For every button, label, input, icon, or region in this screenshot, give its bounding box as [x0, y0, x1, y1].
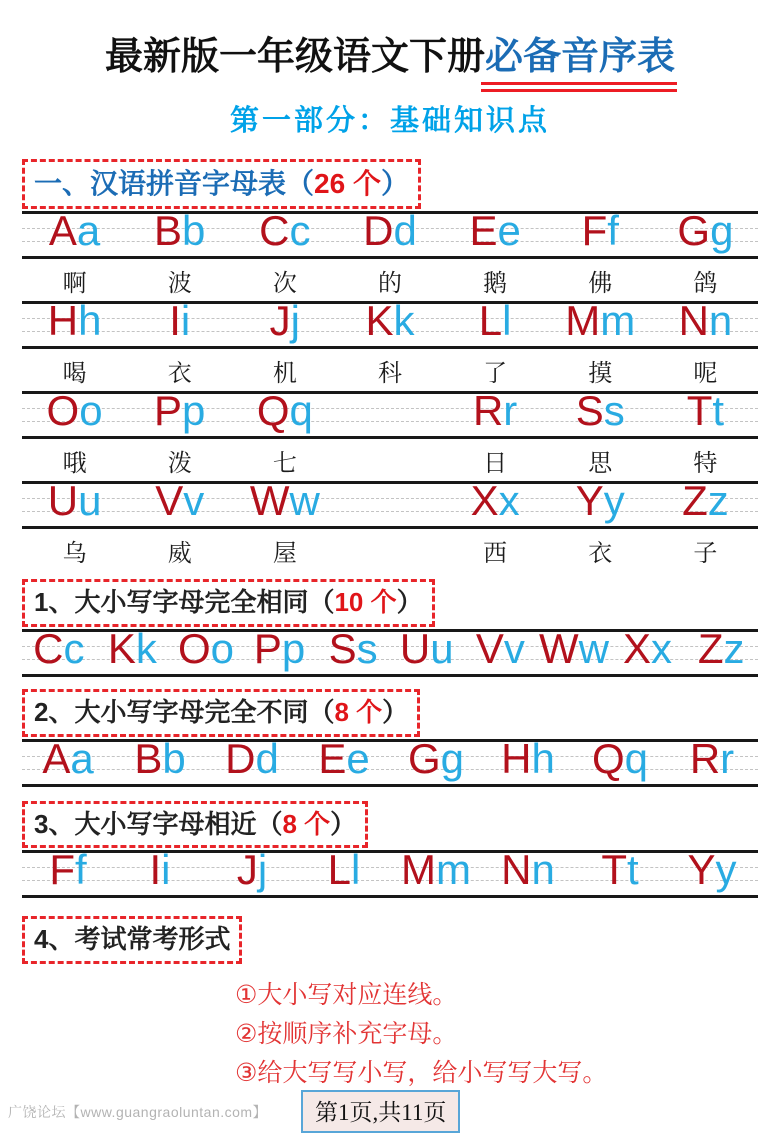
letter-pair: [22, 734, 114, 784]
reading-character: 泼: [167, 449, 192, 477]
lowercase-letter: p: [182, 387, 206, 435]
letter-pair: [243, 624, 317, 674]
lowercase-letter: a: [70, 734, 94, 782]
uppercase-letter: U: [47, 477, 79, 525]
uppercase-letter: B: [134, 734, 163, 782]
lowercase-letter: a: [76, 207, 101, 255]
reading-character: 鹅: [483, 269, 508, 297]
lowercase-letter: m: [600, 297, 636, 345]
reading-character: 屋: [272, 539, 297, 567]
letter-pair: [127, 207, 232, 256]
uppercase-letter: G: [677, 207, 711, 255]
watermark-site-text: 广饶论坛【www.guangraoluntan.com】: [8, 1104, 268, 1120]
reading-character: 西: [483, 539, 508, 567]
uppercase-letter: M: [565, 297, 601, 345]
reading-character: 呢: [693, 359, 718, 387]
uppercase-letter: P: [154, 387, 183, 435]
reading-character: 威: [167, 539, 192, 567]
lowercase-letter: k: [393, 297, 415, 345]
uppercase-letter: T: [601, 846, 627, 894]
lowercase-letter: u: [430, 624, 454, 672]
uppercase-letter: S: [575, 387, 604, 435]
uppercase-letter: L: [478, 297, 503, 345]
worksheet-page: [0, 36, 780, 1139]
letter-pair: [537, 624, 611, 674]
uppercase-letter: A: [42, 734, 71, 782]
reading-row: [22, 259, 758, 301]
lowercase-letter: s: [356, 624, 378, 672]
lowercase-letter: y: [603, 477, 625, 525]
lowercase-letter: r: [720, 734, 735, 782]
reading-row: [22, 529, 758, 571]
uppercase-letter: S: [328, 624, 357, 672]
lowercase-letter: i: [180, 297, 191, 345]
letter-pair: [653, 477, 758, 526]
letter-pair: [127, 387, 232, 436]
letter-pair: [443, 207, 548, 256]
letter-pair: [390, 734, 482, 784]
letter-pair: [232, 477, 337, 526]
letter-pair: [127, 297, 232, 346]
lowercase-letter: e: [346, 734, 370, 782]
section-3-heading: [22, 801, 368, 849]
lowercase-letter: v: [503, 624, 525, 672]
section-3-heading-close: ）: [330, 808, 357, 839]
empty-cell: [337, 484, 442, 526]
uppercase-letter: J: [236, 846, 258, 894]
lowercase-letter: f: [607, 207, 619, 255]
lowercase-letter: d: [393, 207, 417, 255]
uppercase-letter: X: [623, 624, 652, 672]
letter-pair: [316, 624, 390, 674]
lowercase-letter: j: [257, 846, 268, 894]
uppercase-letter: C: [33, 624, 64, 672]
uppercase-letter: U: [399, 624, 431, 672]
uppercase-letter: L: [327, 846, 351, 894]
uppercase-letter: E: [469, 207, 498, 255]
uppercase-letter: D: [363, 207, 394, 255]
letter-pair: [127, 477, 232, 526]
lowercase-letter: l: [351, 846, 361, 894]
letter-pair: [337, 207, 442, 256]
uppercase-letter: F: [581, 207, 608, 255]
lowercase-letter: z: [707, 477, 729, 525]
section-2-letter-row: [22, 734, 758, 787]
letter-pair: [574, 734, 666, 784]
uppercase-letter: Z: [697, 624, 724, 672]
uppercase-letter: B: [154, 207, 183, 255]
alphabet-heading-count: 26 个: [314, 167, 381, 199]
reading-character: 衣: [167, 359, 192, 387]
uppercase-letter: R: [689, 734, 721, 782]
letter-pair: [232, 297, 337, 346]
letter-pair: [232, 207, 337, 256]
letter-guide-row: [22, 297, 758, 349]
letter-pair: [548, 297, 653, 346]
uppercase-letter: Q: [256, 387, 290, 435]
reading-character: 思: [588, 449, 613, 477]
reading-character: 乌: [62, 539, 87, 567]
uppercase-letter: W: [538, 624, 579, 672]
uppercase-letter: P: [253, 624, 282, 672]
lowercase-letter: w: [289, 477, 320, 525]
letter-pair: [22, 297, 127, 346]
uppercase-letter: H: [501, 734, 532, 782]
uppercase-letter: F: [49, 846, 75, 894]
reading-character: 佛: [588, 269, 613, 297]
letter-pair: [482, 846, 574, 895]
letter-pair: [548, 387, 653, 436]
letter-pair: [22, 846, 114, 895]
lowercase-letter: f: [74, 846, 87, 894]
reading-character: 的: [377, 269, 402, 297]
lowercase-letter: g: [710, 207, 734, 255]
lowercase-letter: w: [578, 624, 609, 672]
lowercase-letter: x: [651, 624, 673, 672]
uppercase-letter: N: [678, 297, 709, 345]
lowercase-letter: o: [210, 624, 234, 672]
lowercase-letter: u: [78, 477, 102, 525]
uppercase-letter: O: [46, 387, 80, 435]
uppercase-letter: X: [470, 477, 499, 525]
letter-pair: [482, 734, 574, 784]
letter-pair: [298, 846, 390, 895]
section-1-heading-count: 10 个: [334, 587, 397, 618]
lowercase-letter: g: [440, 734, 465, 782]
reading-character: 鸽: [693, 269, 718, 297]
letter-pair: [114, 846, 206, 895]
section-4-heading-text: 4、考试常考形式: [34, 924, 231, 955]
letter-pair: [96, 624, 170, 674]
reading-character: 科: [377, 359, 402, 387]
letter-pair: [653, 387, 758, 436]
lowercase-letter: l: [502, 297, 512, 345]
uppercase-letter: N: [501, 846, 532, 894]
uppercase-letter: Y: [687, 846, 716, 894]
section-2-heading-count: 8 个: [334, 696, 383, 727]
letter-pair: [337, 297, 442, 346]
section-2-heading-close: ）: [382, 696, 409, 727]
alphabet-heading-text: 一、汉语拼音字母表（: [34, 167, 315, 199]
page-title: [22, 36, 758, 80]
lowercase-letter: m: [436, 846, 471, 894]
lowercase-letter: y: [715, 846, 737, 894]
letter-pair: [443, 297, 548, 346]
letter-pair: [666, 734, 758, 784]
subtitle: 第一部分：基础知识点: [229, 104, 550, 137]
lowercase-letter: c: [63, 624, 85, 672]
section-1-letter-row: [22, 624, 758, 677]
reading-character: 哦: [62, 449, 87, 477]
lowercase-letter: z: [723, 624, 745, 672]
letter-pair: [653, 207, 758, 256]
uppercase-letter: R: [472, 387, 504, 435]
uppercase-letter: K: [365, 297, 394, 345]
letter-pair: [114, 734, 206, 784]
letter-pair: [443, 477, 548, 526]
lowercase-letter: t: [712, 387, 725, 435]
letter-pair: [464, 624, 538, 674]
letter-guide-row: [22, 387, 758, 439]
letter-pair: [666, 846, 758, 895]
letter-pair: [653, 297, 758, 346]
exam-item: ②按顺序补充字母。: [235, 1020, 458, 1049]
uppercase-letter: O: [177, 624, 211, 672]
letter-pair: [22, 387, 127, 436]
uppercase-letter: Q: [591, 734, 625, 782]
lowercase-letter: j: [290, 297, 301, 345]
uppercase-letter: D: [225, 734, 256, 782]
uppercase-letter: Y: [575, 477, 604, 525]
reading-row: [22, 349, 758, 391]
uppercase-letter: C: [259, 207, 290, 255]
reading-character: 摸: [588, 359, 613, 387]
letter-pair: [548, 207, 653, 256]
uppercase-letter: E: [318, 734, 347, 782]
lowercase-letter: q: [289, 387, 313, 435]
uppercase-letter: Z: [682, 477, 708, 525]
uppercase-letter: J: [269, 297, 291, 345]
section-3-letter-row: [22, 846, 758, 898]
reading-character: 次: [272, 269, 297, 297]
section-1-heading-close: ）: [396, 587, 423, 618]
letter-pair: [22, 624, 96, 674]
exam-item: ①大小写对应连线。: [235, 981, 458, 1010]
section-3-heading-text: 3、大小写字母相近（: [34, 808, 283, 839]
alphabet-heading-close: ）: [380, 167, 409, 199]
reading-character: 喝: [62, 359, 87, 387]
page-content: [0, 36, 780, 1093]
title-highlight-underlined: 必备音序表: [485, 36, 676, 78]
letter-pair: [684, 624, 758, 674]
lowercase-letter: n: [531, 846, 555, 894]
letter-pair: [611, 624, 685, 674]
uppercase-letter: H: [47, 297, 79, 345]
reading-character: 衣: [588, 539, 613, 567]
lowercase-letter: o: [79, 387, 103, 435]
letter-guide-row: [22, 207, 758, 259]
uppercase-letter: I: [169, 297, 181, 345]
section-4-heading: [22, 916, 242, 964]
reading-character: 七: [272, 449, 297, 477]
reading-character: 波: [167, 269, 192, 297]
uppercase-letter: T: [686, 387, 713, 435]
reading-character: 啊: [62, 269, 87, 297]
lowercase-letter: b: [182, 207, 206, 255]
section-2-heading: [22, 689, 420, 737]
lowercase-letter: r: [503, 387, 518, 435]
reading-character: 日: [483, 449, 508, 477]
title-main-text: 最新版一年级语文下册: [104, 36, 485, 78]
letter-pair: [574, 846, 666, 895]
exam-items-list: [235, 976, 758, 1093]
lowercase-letter: h: [78, 297, 102, 345]
lowercase-letter: i: [161, 846, 171, 894]
uppercase-letter: K: [107, 624, 136, 672]
uppercase-letter: I: [149, 846, 162, 894]
lowercase-letter: e: [497, 207, 521, 255]
empty-cell: [337, 394, 442, 436]
lowercase-letter: c: [289, 207, 311, 255]
letter-guide-row: [22, 477, 758, 529]
uppercase-letter: M: [401, 846, 436, 894]
section-1-heading: [22, 579, 435, 627]
uppercase-letter: G: [407, 734, 441, 782]
lowercase-letter: s: [603, 387, 625, 435]
section-3-heading-count: 8 个: [282, 808, 331, 839]
letter-pair: [390, 624, 464, 674]
letter-pair: [169, 624, 243, 674]
lowercase-letter: p: [281, 624, 306, 672]
letter-pair: [232, 387, 337, 436]
uppercase-letter: A: [48, 207, 77, 255]
section-1-heading-text: 1、大小写字母完全相同（: [34, 587, 335, 618]
uppercase-letter: V: [475, 624, 504, 672]
alphabet-table: [22, 207, 758, 571]
letter-pair: [390, 846, 482, 895]
lowercase-letter: x: [498, 477, 520, 525]
letter-pair: [22, 207, 127, 256]
lowercase-letter: t: [626, 846, 639, 894]
letter-pair: [298, 734, 390, 784]
lowercase-letter: b: [162, 734, 186, 782]
reading-character: 子: [693, 539, 718, 567]
lowercase-letter: d: [255, 734, 279, 782]
exam-item: ③给大写写小写，给小写写大写。: [235, 1059, 608, 1088]
lowercase-letter: n: [708, 297, 733, 345]
section-2-heading-text: 2、大小写字母完全不同（: [34, 696, 335, 727]
uppercase-letter: W: [249, 477, 290, 525]
uppercase-letter: V: [155, 477, 184, 525]
alphabet-section-heading: [22, 159, 421, 209]
reading-character: 机: [272, 359, 297, 387]
lowercase-letter: k: [135, 624, 157, 672]
reading-row: [22, 439, 758, 481]
letter-pair: [206, 846, 298, 895]
letter-pair: [206, 734, 298, 784]
lowercase-letter: v: [183, 477, 205, 525]
reading-character: 特: [693, 449, 718, 477]
page-number-indicator: 第1页,共11页: [301, 1090, 460, 1133]
lowercase-letter: q: [624, 734, 649, 782]
letter-pair: [22, 477, 127, 526]
reading-character: 了: [483, 359, 508, 387]
letter-pair: [548, 477, 653, 526]
lowercase-letter: h: [531, 734, 555, 782]
letter-pair: [443, 387, 548, 436]
